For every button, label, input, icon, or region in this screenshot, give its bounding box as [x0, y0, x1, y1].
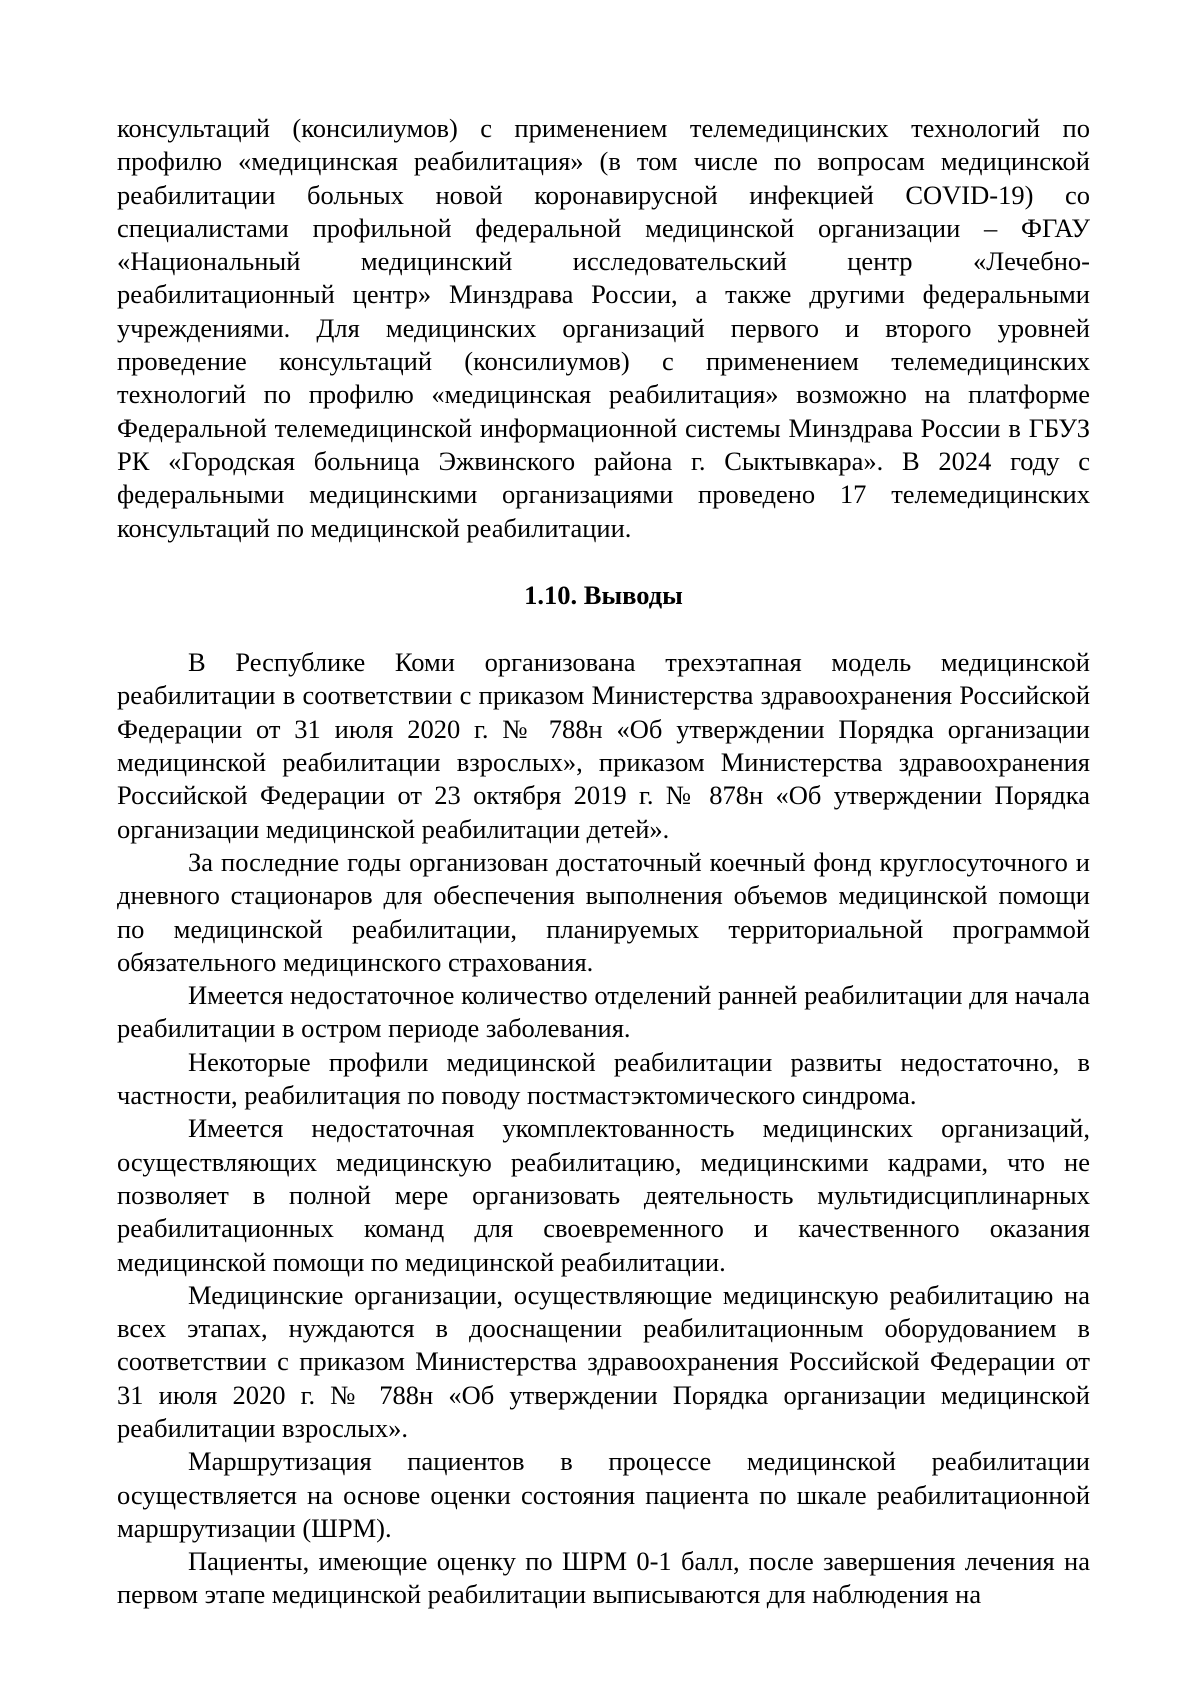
intro-paragraph: консультаций (консилиумов) с применением телемедицинских технологий по профилю «медицинская реабилитация» (в том числе по вопросам медицинской реабилитации больных новой коронавирусной инфекцией COVID-19) со специалистами профильной федеральной медицинской организации – ФГАУ «Национальный медицинский исследовательский центр «Лечебно-реабилитационный центр» Минздрава России, а также другими федеральными учреждениями. Для медицинских организаций первого и второго уровней проведение консультаций (консилиумов) с применением телемедицинских технологий по профилю «медицинская реабилитация» возможно на платформе Федеральной телемедицинской информационной системы Минздрава России в ГБУЗ РК «Городская больница Эжвинского района г. Сыктывкара». В 2024 году с федеральными медицинскими организациями проведено 17 телемедицинских консультаций по медицинской реабилитации. [117, 113, 1090, 543]
paragraph-profiles: Некоторые профили медицинской реабилитации развиты недостаточно, в частности, реабилитация по поводу постмастэктомического синдрома. [117, 1046, 1090, 1111]
paragraph-early-rehab: Имеется недостаточное количество отделений ранней реабилитации для начала реабилитации в остром периоде заболевания. [117, 980, 1090, 1044]
document-page [117, 112, 1090, 1612]
paragraph-routing: Маршрутизация пациентов в процессе медицинской реабилитации осуществляется на основе оценки состояния пациента по шкале реабилитационной маршрутизации (ШРМ). [117, 1446, 1090, 1543]
paragraph-model: В Республике Коми организована трехэтапная модель медицинской реабилитации в соответствии с приказом Министерства здравоохранения Российской Федерации от 31 июля 2020 г. № 788н «Об утверждении Порядка организации медицинской реабилитации взрослых», приказом Министерства здравоохранения Российской Федерации от 23 октября 2019 г. № 878н «Об утверждении Порядка организации медицинской реабилитации детей». [117, 647, 1090, 844]
paragraph-patients: Пациенты, имеющие оценку по ШРМ 0-1 балл, после завершения лечения на первом этапе медицинской реабилитации выписываются для наблюдения на [117, 1546, 1090, 1610]
paragraph-staffing: Имеется недостаточная укомплектованность медицинских организаций, осуществляющих медицинскую реабилитацию, медицинскими кадрами, что не позволяет в полной мере организовать деятельность мультидисциплинарных реабилитационных команд для своевременного и качественного оказания медицинской помощи по медицинской реабилитации. [117, 1113, 1090, 1277]
section-heading: 1.10. Выводы [524, 579, 683, 610]
paragraph-bed-fund: За последние годы организован достаточный коечный фонд круглосуточного и дневного стационаров для обеспечения выполнения объемов медицинской помощи по медицинской реабилитации, планируемых территориальной программой обязательного медицинского страхования. [117, 846, 1090, 977]
paragraph-equipment: Медицинские организации, осуществляющие медицинскую реабилитацию на всех этапах, нуждаются в дооснащении реабилитационным оборудованием в соответствии с приказом Министерства здравоохранения Российской Федерации от 31 июля 2020 г. № 788н «Об утверждении Порядка организации медицинской реабилитации взрослых». [117, 1279, 1090, 1443]
